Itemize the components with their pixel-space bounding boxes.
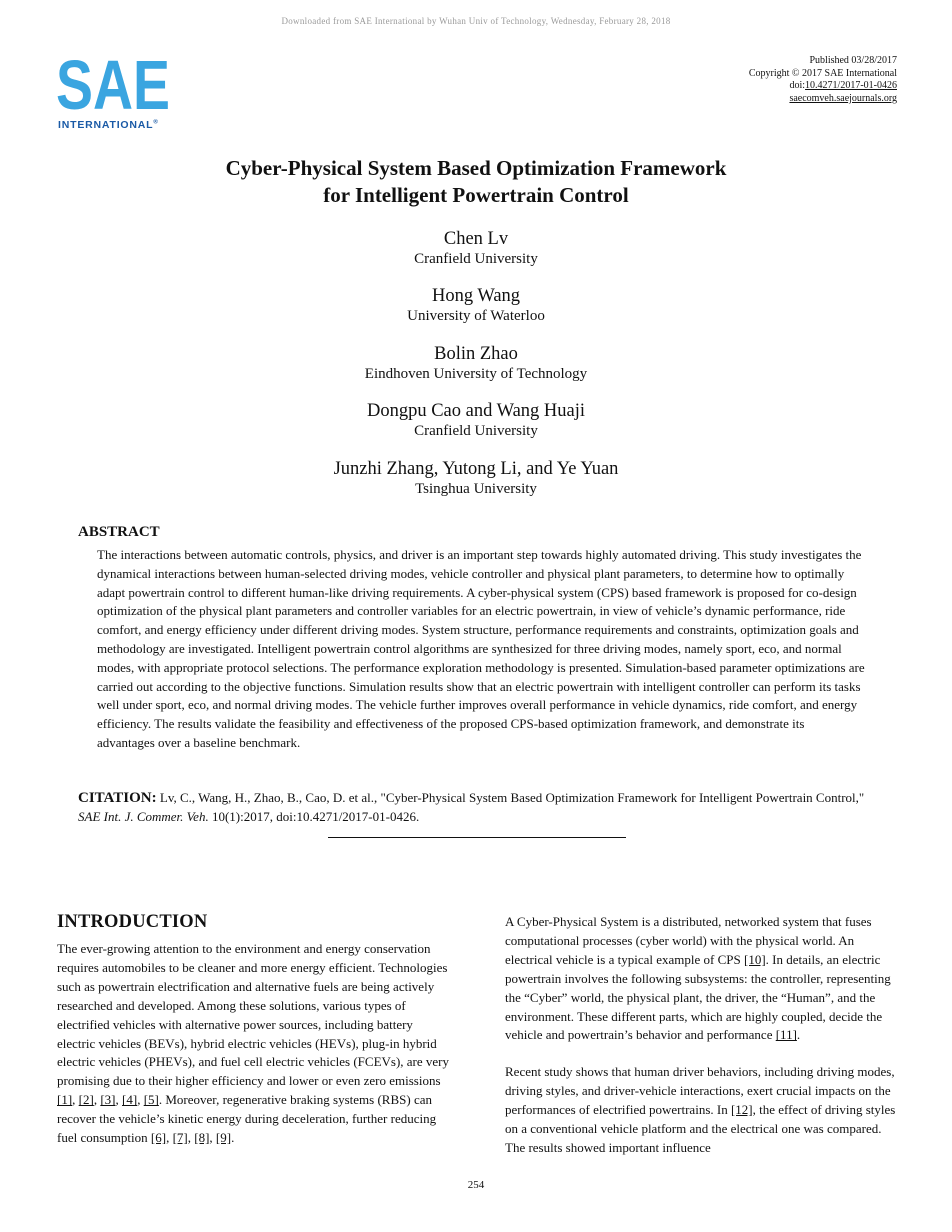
- reference-link[interactable]: [2]: [78, 1092, 94, 1108]
- author-2: [0, 285, 952, 325]
- author-4: [0, 400, 952, 440]
- publication-info: [749, 55, 897, 105]
- copyright: Copyright © 2017 SAE International: [748, 67, 897, 79]
- download-notice: Downloaded from SAE International by Wuhan Univ of Technology, Wednesday, February 28, 2018: [281, 16, 671, 26]
- citation-journal: SAE Int. J. Commer. Veh.: [78, 808, 209, 824]
- published-date: Published 03/28/2017: [809, 55, 897, 66]
- author-affiliation: Tsinghua University: [415, 481, 537, 497]
- paper-title: [0, 155, 952, 209]
- doi-link[interactable]: 10.4271/2017-01-0426: [805, 80, 897, 92]
- citation-label: CITATION:: [78, 790, 157, 806]
- author-affiliation: University of Waterloo: [407, 308, 545, 324]
- author-name: Bolin Zhao: [434, 344, 518, 364]
- paragraph: The ever-growing attention to the environment and energy conservation requires automobiles to be cleaner and more energy efficient. Technologies such as powertrain electrification and alternative fuels are being actively researched and developed. Among these solutions, various types of electrified vehicles with alternative power sources, including battery electric vehicles (BEVs), hybrid electric vehicles (HEVs), plug-in hybrid electric vehicles (PHEVs), and fuel cell electric vehicles (FCEVs), are very promising due to their higher efficiency and lower or even zero emissions [1], [2], [3], [4], [5]. Moreover, regenerative braking systems (RBS) can recover the vehicle’s kinetic energy during deceleration, further reducing fuel consumption [6], [7], [8], [9].: [57, 941, 449, 1146]
- reference-link[interactable]: [3]: [100, 1092, 116, 1108]
- page-number: 254: [467, 1179, 485, 1191]
- author-5: [0, 458, 952, 498]
- title-line-2: for Intelligent Powertrain Control: [323, 183, 629, 207]
- author-name: Hong Wang: [431, 286, 521, 306]
- sae-logo-letters: SAE: [56, 55, 170, 113]
- author-name: Chen Lv: [443, 229, 509, 249]
- author-3: [0, 343, 952, 383]
- abstract-text: The interactions between automatic controls, physics, and driver is an important step towards highly automated driving. This study investigates the dynamical interactions between human-selected driving modes, vehicle controller and physical plant parameters, to determine how to optimally adapt powertrain control to different human-like driving requirements. A cyber-physical system (CPS) based framework is proposed for co-design optimization of the physical plant parameters and controller variables for an electric powertrain, in view of vehicle’s dynamic performance, ride comfort, and energy efficiency under different driving modes. System structure, performance requirements and constraints, optimization goals and methodology are investigated. Intelligent powertrain control algorithms are synthesized for three driving modes, namely sport, eco, and normal modes, with appropriate protocol selections. The performance exploration methodology is presented. Simulation-based parameter optimizations are carried out according to the objective functions. Simulation results show that an electric powertrain with intelligent controller can perform its tasks well under sport, eco, and normal driving modes. The vehicle further improves overall performance in vehicle dynamics, ride comfort, and energy efficiency. The results validate the feasibility and effectiveness of the proposed CPS-based optimization framework, and demonstrate its advantages over a baseline benchmark.: [97, 547, 865, 750]
- reference-link[interactable]: [8]: [194, 1130, 210, 1146]
- reference-link[interactable]: [11]: [775, 1027, 797, 1043]
- author-name: Junzhi Zhang, Yutong Li, and Ye Yuan: [333, 459, 619, 479]
- reference-link[interactable]: [12]: [730, 1102, 753, 1118]
- author-affiliation: Cranfield University: [414, 251, 538, 267]
- reference-link[interactable]: [1]: [57, 1092, 73, 1108]
- doi: doi:10.4271/2017-01-0426: [789, 80, 897, 92]
- author-1: [0, 228, 952, 268]
- author-name: Dongpu Cao and Wang Huaji: [366, 401, 586, 421]
- reference-link[interactable]: [5]: [143, 1092, 159, 1108]
- citation: [78, 789, 878, 826]
- introduction-right-column: [505, 913, 897, 1158]
- reference-link[interactable]: [7]: [172, 1130, 188, 1146]
- abstract-heading: ABSTRACT: [78, 524, 160, 540]
- introduction-heading: INTRODUCTION: [57, 912, 208, 932]
- section-divider: [328, 837, 626, 838]
- paragraph: Recent study shows that human driver behaviors, including driving modes, driving styles, and driver-vehicle interactions, exert crucial impacts on the performances of electrified powertrains. In [12], the effect of driving styles on a conventional vehicle platform and the electrical one was compared. The results showed important influence: [505, 1064, 896, 1155]
- journal-link[interactable]: saecomveh.saejournals.org: [789, 92, 897, 104]
- sae-logo-mark: [56, 55, 170, 113]
- reference-link[interactable]: [6]: [150, 1130, 167, 1146]
- reference-link[interactable]: [4]: [122, 1092, 138, 1108]
- title-line-1: Cyber-Physical System Based Optimization Framework: [225, 156, 727, 180]
- reference-link[interactable]: [10]: [743, 951, 766, 967]
- author-affiliation: Cranfield University: [414, 423, 538, 439]
- sae-logo-subtitle: INTERNATIONAL®: [58, 119, 159, 131]
- citation-text: Lv, C., Wang, H., Zhao, B., Cao, D. et al., "Cyber-Physical System Based Optimization Framework for Intelligent Powertrain Control,": [159, 790, 865, 805]
- introduction-left-column: [57, 940, 449, 1148]
- reference-link[interactable]: [9]: [215, 1130, 232, 1146]
- author-affiliation: Eindhoven University of Technology: [364, 366, 588, 382]
- sae-logo: [56, 55, 176, 135]
- citation-details: 10(1):2017, doi:10.4271/2017-01-0426.: [211, 808, 420, 824]
- paragraph: A Cyber-Physical System is a distributed, networked system that fuses computational processes (cyber world) with the physical world. An electrical vehicle is a typical example of CPS [10]. In details, an electric powertrain involves the following subsystems: the controller, representing the “Cyber” world, the physical plant, the driver, the “Human”, and the environment. These different parts, which are highly coupled, decide the vehicle and powertrain’s behavior and performance [11].: [505, 914, 891, 1043]
